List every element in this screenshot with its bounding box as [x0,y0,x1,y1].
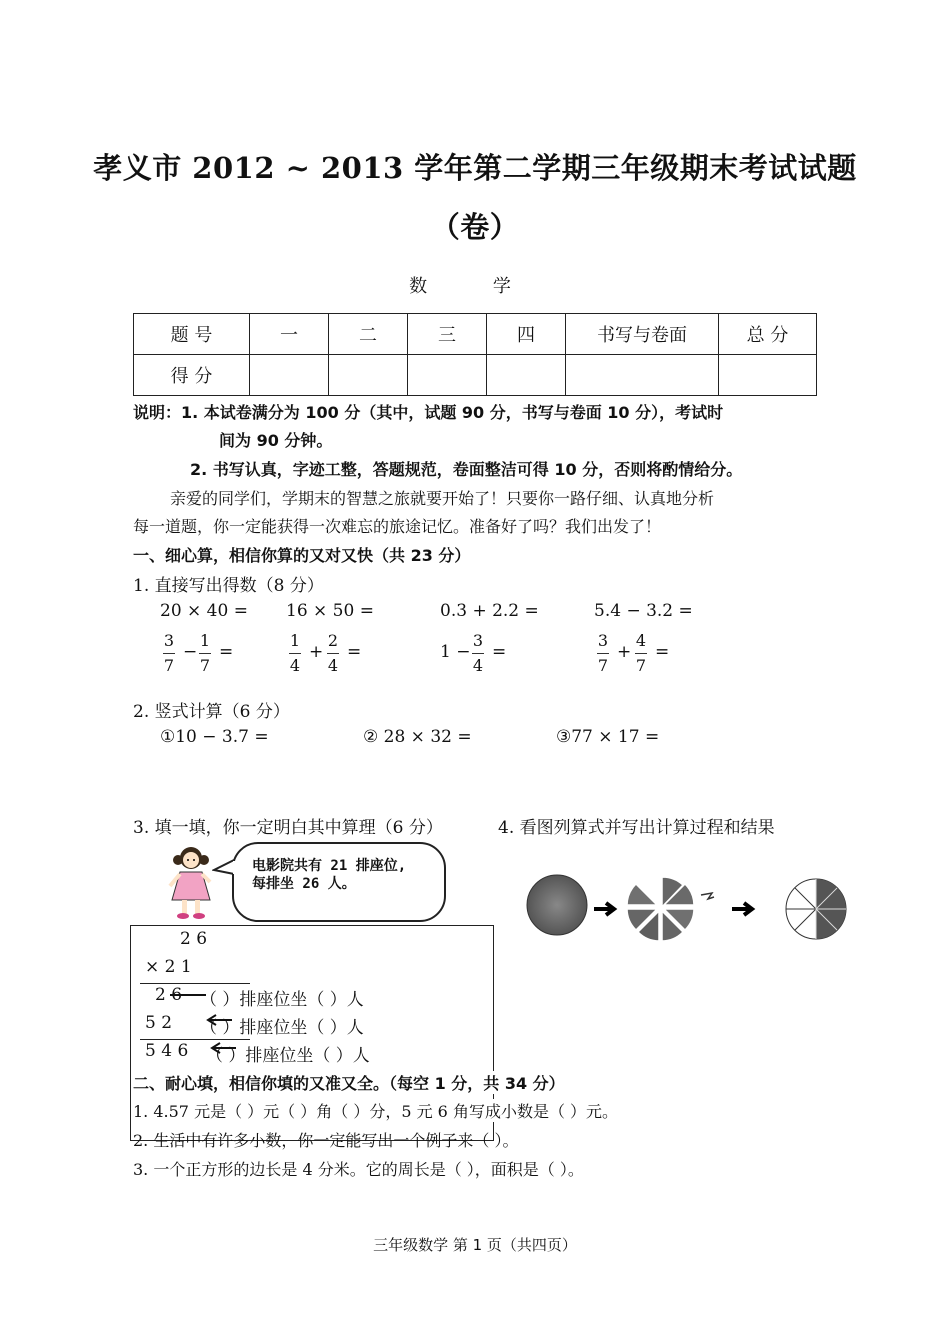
intro-line-2: 每一道题，你一定能获得一次难忘的旅途记忆。准备好了吗？我们出发了！ [133,517,662,536]
score-cell[interactable] [408,355,487,396]
score-cell[interactable] [719,355,817,396]
numerator: 3 [597,631,609,650]
bubble-line: 每排坐 26 人。 [252,876,356,892]
s2-q3: 3. 一个正方形的边长是 4 分米。它的周长是（ ），面积是（ ）。 [133,1160,584,1179]
denominator: 4 [472,656,484,675]
calc-row-text: （ ）排座位坐（ ）人 [200,990,364,1010]
score-header-cell: 书写与卷面 [566,314,719,355]
exam-title-volume: （卷） [430,210,520,244]
denominator: 4 [289,656,301,675]
q4-title: 4. 看图列算式并写出计算过程和结果 [498,818,775,838]
section-1-heading: 一、细心算，相信你算的又对又快（共 23 分） [133,546,471,565]
q1-item: 0.3 + 2.2 = [440,601,539,621]
q3-title: 3. 填一填，你一定明白其中算理（6 分） [133,818,443,838]
note-line-1b: 间为 90 分钟。 [219,431,333,450]
exam-title: 孝义市 2012 ~ 2013 学年第二学期三年级期末考试试题 [93,151,857,185]
page-footer: 三年级数学 第 1 页（共四页） [373,1236,577,1254]
cut-pie [627,877,714,941]
denominator: 7 [635,656,647,675]
q2-item: ①10 − 3.7 = [160,727,269,747]
calc-arrows [170,990,250,1070]
score-header-cell: 二 [329,314,408,355]
s2-q2: 2. 生活中有许多小数，你一定能写出一个例子来（ ）。 [133,1131,519,1150]
denominator: 7 [597,656,609,675]
operator: + [617,642,632,662]
numerator: 3 [163,631,175,650]
whole-pie [527,875,587,935]
score-cell[interactable] [250,355,329,396]
numerator: 1 [289,631,301,650]
q2-item: ③77 × 17 = [556,727,660,747]
intro-line-1: 亲爱的同学们，学期末的智慧之旅就要开始了！只要你一路仔细、认真地分析 [170,489,715,508]
equals: = [347,642,362,662]
prefix: 1 − [440,642,471,662]
calc-partial-num: 2 6 [155,985,183,1005]
bubble-text [252,857,406,893]
score-header-cell: 题 号 [134,314,250,355]
score-cell[interactable] [487,355,566,396]
calc-row-text: （ ）排座位坐（ ）人 [200,1018,364,1038]
pie-sequence-illustration [524,873,854,943]
girl-illustration [162,842,220,922]
s2-q1: 1. 4.57 元是（ ）元（ ）角（ ）分，5 元 6 角写成小数是（ ）元。 [133,1099,618,1122]
equals: = [492,642,507,662]
calc-multiplicand: 2 6 [180,929,208,949]
score-cell[interactable] [566,355,719,396]
equals: = [219,642,234,662]
partial-pie [786,879,846,939]
q1-title: 1. 直接写出得数（8 分） [133,576,324,596]
denominator: 4 [327,656,339,675]
score-header-cell: 四 [487,314,566,355]
subject-label: 数 学 [409,276,541,297]
equals: = [655,642,670,662]
q1-item: 20 × 40 = [160,601,248,621]
arrow-icon [594,903,614,915]
operator: − [183,642,198,662]
numerator: 1 [199,631,211,650]
calc-partial-num: 5 2 [145,1013,173,1033]
q1-item: 5.4 − 3.2 = [594,601,693,621]
score-cell[interactable] [329,355,408,396]
bubble-line: 电影院共有 21 排座位, [252,858,407,874]
calc-total-num: 5 4 6 [145,1041,189,1061]
note-line-1: 说明：1. 本试卷满分为 100 分（其中，试题 90 分，书写与卷面 10 分），考试时 [133,403,724,422]
speech-bubble-tail [212,858,238,878]
numerator: 3 [472,631,484,650]
q2-title: 2. 竖式计算（6 分） [133,702,290,722]
calc-rule [140,983,250,984]
numerator: 2 [327,631,339,650]
score-row-label: 得 分 [134,355,250,396]
score-header-cell: 一 [250,314,329,355]
q2-item: ② 28 × 32 = [363,727,472,747]
calc-multiplier: × 2 1 [145,957,192,977]
score-header-cell: 三 [408,314,487,355]
score-header-cell: 总 分 [719,314,817,355]
calc-row-text: （ ）排座位坐（ ）人 [206,1046,370,1066]
arrow-icon [732,903,752,915]
q1-item: 16 × 50 = [286,601,374,621]
numerator: 4 [635,631,647,650]
denominator: 7 [199,656,211,675]
score-table [133,313,817,396]
operator: + [309,642,324,662]
note-line-2: 2. 书写认真，字迹工整，答题规范，卷面整洁可得 10 分，否则将酌情给分。 [190,460,743,479]
denominator: 7 [163,656,175,675]
section-2-heading: 二、耐心填，相信你填的又准又全。（每空 1 分，共 34 分） [133,1071,565,1094]
